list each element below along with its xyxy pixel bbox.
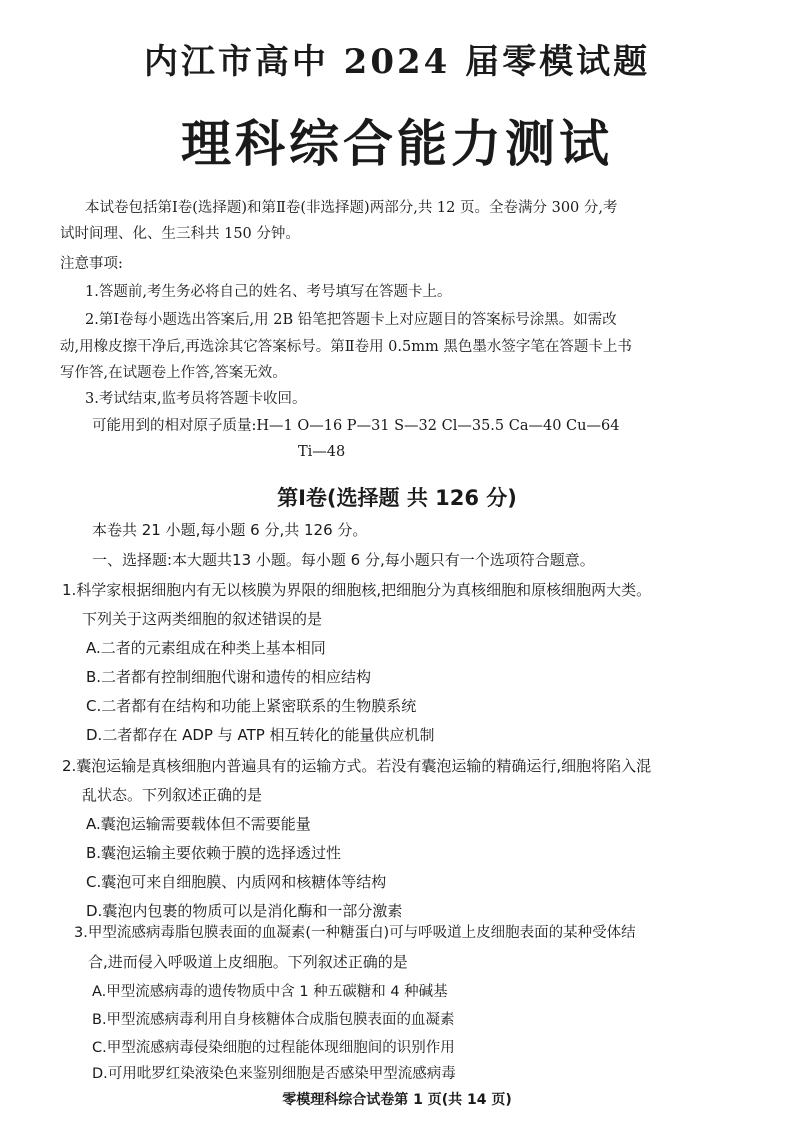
notes-item-2-line-3: 写作答,在试题卷上作答,答案无效。 — [60, 365, 287, 381]
question-3-option-a: A.甲型流感病毒的遗传物质中含 1 种五碳糖和 4 种碱基 — [92, 984, 448, 1000]
question-3-option-b: B.甲型流感病毒利用自身核糖体合成脂包膜表面的血凝素 — [92, 1012, 455, 1028]
exam-subtitle: 理科综合能力测试 — [181, 114, 613, 173]
intro-line-2: 试时间理、化、生三科共 150 分钟。 — [60, 226, 300, 242]
question-2-option-c: C.囊泡可来自细胞膜、内质网和核糖体等结构 — [86, 873, 387, 891]
notes-item-1: 1.答题前,考生务必将自己的姓名、考号填写在答题卡上。 — [85, 284, 452, 300]
part-heading: 一、选择题:本大题共13 小题。每小题 6 分,每小题只有一个选项符合题意。 — [92, 551, 595, 569]
question-3-option-d: D.可用吡罗红染液染色来鉴别细胞是否感染甲型流感病毒 — [92, 1066, 456, 1082]
page-footer: 零模理科综合试卷第 1 页(共 14 页) — [282, 1092, 512, 1108]
intro-line-1: 本试卷包括第Ⅰ卷(选择题)和第Ⅱ卷(非选择题)两部分,共 12 页。全卷满分 300 分,考 — [85, 200, 618, 216]
question-3-stem-line-1: 3.甲型流感病毒脂包膜表面的血凝素(一种糖蛋白)可与呼吸道上皮细胞表面的某种受体结 — [74, 925, 636, 941]
section-desc: 本卷共 21 小题,每小题 6 分,共 126 分。 — [92, 521, 368, 539]
question-2-stem-line-1: 2.囊泡运输是真核细胞内普遍具有的运输方式。若没有囊泡运输的精确运行,细胞将陷入混 — [62, 757, 652, 775]
question-2-stem-line-2: 乱状态。下列叙述正确的是 — [82, 786, 263, 804]
question-1-option-c: C.二者都有在结构和功能上紧密联系的生物膜系统 — [86, 697, 417, 715]
question-3-option-c: C.甲型流感病毒侵染细胞的过程能体现细胞间的识别作用 — [92, 1040, 455, 1056]
question-2-option-d: D.囊泡内包裹的物质可以是消化酶和一部分激素 — [86, 902, 403, 920]
question-3-stem-line-2: 合,进而侵入呼吸道上皮细胞。下列叙述正确的是 — [88, 953, 408, 971]
exam-title: 内江市高中 2024 届零模试题 — [143, 42, 651, 82]
section-title: 第Ⅰ卷(选择题 共 126 分) — [277, 486, 517, 510]
question-2-option-b: B.囊泡运输主要依赖于膜的选择透过性 — [86, 844, 342, 862]
question-1-option-d: D.二者都存在 ADP 与 ATP 相互转化的能量供应机制 — [86, 726, 435, 744]
notes-item-3: 3.考试结束,监考员将答题卡收回。 — [85, 391, 307, 407]
question-1-option-b: B.二者都有控制细胞代谢和遗传的相应结构 — [86, 668, 372, 686]
notes-item-2-line-2: 动,用橡皮擦干净后,再选涂其它答案标号。第Ⅱ卷用 0.5mm 黑色墨水签字笔在答题卡上书 — [60, 339, 632, 355]
question-1-option-a: A.二者的元素组成在种类上基本相同 — [86, 639, 326, 657]
atomic-mass-line-1: 可能用到的相对原子质量:H—1 O—16 P—31 S—32 Cl—35.5 Ca—40 Cu—64 — [92, 418, 620, 434]
question-2-option-a: A.囊泡运输需要载体但不需要能量 — [86, 815, 311, 833]
notes-heading: 注意事项: — [60, 256, 123, 272]
atomic-mass-line-2: Ti—48 — [298, 444, 346, 460]
notes-item-2-line-1: 2.第Ⅰ卷每小题选出答案后,用 2B 铅笔把答题卡上对应题目的答案标号涂黑。如需改 — [85, 312, 617, 328]
question-1-stem-line-1: 1.科学家根据细胞内有无以核膜为界限的细胞核,把细胞分为真核细胞和原核细胞两大类。 — [62, 581, 652, 599]
question-1-stem-line-2: 下列关于这两类细胞的叙述错误的是 — [82, 610, 323, 628]
